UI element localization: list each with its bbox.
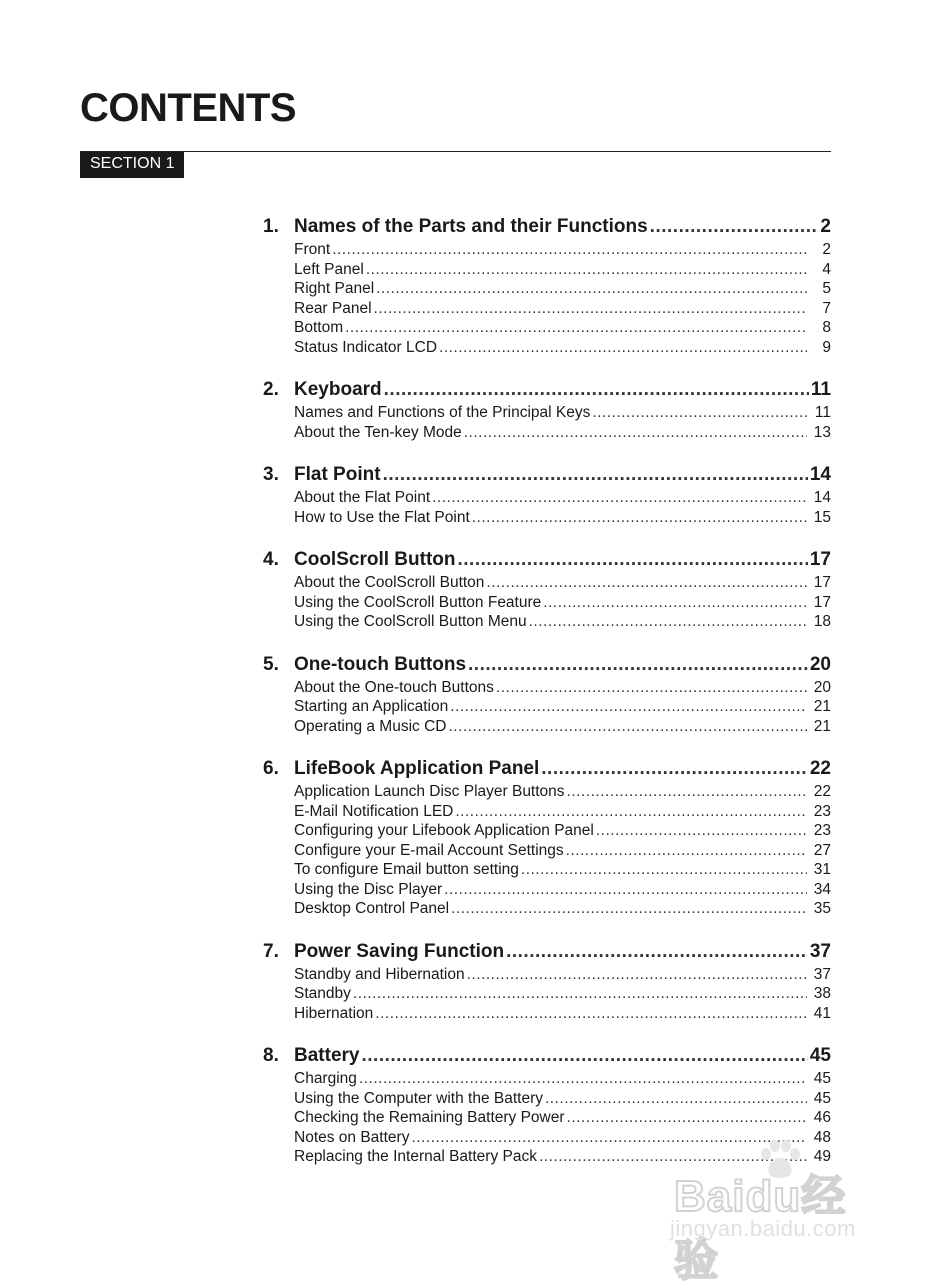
dot-leader — [468, 652, 808, 678]
page-number: 8 — [822, 319, 831, 336]
dot-leader — [439, 338, 807, 358]
chapter-title: CoolScroll Button — [294, 549, 456, 570]
chapter-number: 6. — [263, 758, 279, 779]
page-number: 2 — [820, 216, 831, 237]
entry-title: About the One-touch Buttons — [294, 678, 494, 696]
entry-title: Standby — [294, 985, 351, 1002]
dot-leader — [361, 1043, 807, 1069]
page-number: 37 — [813, 965, 831, 983]
entry-title: E-Mail Notification LED — [294, 802, 454, 820]
toc-chapter — [263, 377, 831, 442]
toc-chapter-heading[interactable] — [263, 652, 831, 678]
page-number: 46 — [813, 1109, 831, 1126]
dot-leader — [486, 573, 807, 593]
dot-leader — [496, 678, 807, 698]
toc-chapter — [263, 462, 831, 527]
entry-title: Operating a Music CD — [294, 717, 447, 735]
toc-entry[interactable] — [263, 338, 831, 358]
dot-leader — [506, 939, 808, 965]
dot-leader — [596, 821, 807, 841]
page-number: 22 — [813, 783, 831, 800]
dot-leader — [472, 508, 807, 528]
chapter-title: Flat Point — [294, 464, 381, 485]
chapter-number: 3. — [263, 464, 279, 485]
page-number: 15 — [813, 508, 831, 526]
page-number: 38 — [813, 985, 831, 1002]
toc-entry[interactable] — [263, 508, 831, 528]
dot-leader — [464, 423, 807, 443]
entry-title: About the Flat Point — [294, 489, 431, 506]
toc-entry[interactable] — [263, 573, 831, 593]
toc-entry[interactable] — [263, 697, 831, 717]
watermark-logo: Baidu经验 — [674, 1172, 847, 1285]
toc-entry[interactable] — [263, 593, 831, 613]
entry-title: Starting an Application — [294, 698, 449, 715]
page-number: 23 — [813, 802, 831, 820]
page-title: CONTENTS — [80, 86, 296, 130]
page-number: 45 — [813, 1089, 831, 1107]
entry-title: Standby and Hibernation — [294, 965, 465, 983]
toc-chapter-heading[interactable] — [263, 1043, 831, 1069]
page-number: 20 — [809, 653, 831, 675]
page-number: 45 — [809, 1045, 831, 1066]
toc-chapter-heading[interactable] — [263, 756, 831, 782]
toc-chapter-heading[interactable] — [263, 547, 831, 573]
dot-leader — [383, 462, 808, 488]
page-number: 17 — [813, 574, 831, 591]
section-label: SECTION 1 — [80, 152, 184, 178]
toc-entry[interactable] — [263, 1089, 831, 1109]
dot-leader — [353, 984, 807, 1004]
toc-entry[interactable] — [263, 1069, 831, 1089]
toc-chapter — [263, 756, 831, 919]
chapter-number: 1. — [263, 216, 279, 237]
page-number: 45 — [813, 1070, 831, 1087]
entry-title: Status Indicator LCD — [294, 338, 438, 356]
toc-entry[interactable] — [263, 299, 831, 319]
entry-title: Charging — [294, 1070, 357, 1087]
entry-title: Bottom — [294, 319, 344, 336]
toc-chapter — [263, 547, 831, 632]
dot-leader — [567, 1108, 807, 1128]
page-number: 7 — [822, 299, 831, 317]
toc-entry[interactable] — [263, 488, 831, 508]
entry-title: Using the CoolScroll Button Feature — [294, 593, 542, 611]
toc-entry[interactable] — [263, 1004, 831, 1024]
entry-title: Desktop Control Panel — [294, 900, 450, 917]
page-number: 21 — [813, 717, 831, 735]
page-number: 9 — [822, 338, 831, 356]
toc-entry[interactable] — [263, 880, 831, 900]
dot-leader — [345, 318, 807, 338]
header-rule — [80, 151, 831, 152]
page-number: 18 — [813, 613, 831, 630]
page-number: 21 — [813, 698, 831, 715]
toc-chapter-heading[interactable] — [263, 377, 831, 403]
page-number: 49 — [813, 1148, 831, 1165]
chapter-number: 2. — [263, 379, 279, 400]
entry-title: Rear Panel — [294, 299, 372, 317]
table-of-contents — [263, 214, 831, 1167]
toc-entry[interactable] — [263, 260, 831, 280]
page-number: 22 — [809, 758, 831, 779]
chapter-number: 4. — [263, 549, 279, 570]
toc-chapter — [263, 939, 831, 1024]
entry-title: How to Use the Flat Point — [294, 508, 470, 526]
toc-entry[interactable] — [263, 899, 831, 919]
entry-title: Hibernation — [294, 1004, 374, 1022]
dot-leader — [451, 899, 807, 919]
chapter-title: Names of the Parts and their Functions — [294, 216, 648, 237]
watermark-url: jingyan.baidu.com — [670, 1216, 856, 1241]
page-number: 20 — [813, 678, 831, 696]
toc-entry[interactable] — [263, 860, 831, 880]
dot-leader — [545, 1089, 807, 1109]
page-number: 23 — [813, 822, 831, 839]
entry-title: About the CoolScroll Button — [294, 574, 485, 591]
dot-leader — [444, 880, 807, 900]
baidu-watermark — [666, 1140, 886, 1285]
page-number: 14 — [809, 464, 831, 485]
page-number: 27 — [813, 841, 831, 859]
toc-entry[interactable] — [263, 821, 831, 841]
chapter-title: Power Saving Function — [294, 940, 505, 962]
entry-title: Left Panel — [294, 260, 364, 278]
toc-chapter-heading[interactable] — [263, 939, 831, 965]
page-number: 35 — [813, 900, 831, 917]
page-number: 17 — [813, 593, 831, 611]
dot-leader — [467, 965, 807, 985]
chapter-title: Battery — [294, 1045, 360, 1066]
page-number: 14 — [813, 489, 831, 506]
entry-title: Replacing the Internal Battery Pack — [294, 1148, 537, 1165]
toc-entry[interactable] — [263, 965, 831, 985]
dot-leader — [592, 403, 807, 423]
page-number: 2 — [822, 241, 831, 258]
dot-leader — [457, 547, 807, 573]
toc-entry[interactable] — [263, 279, 831, 299]
dot-leader — [455, 802, 807, 822]
dot-leader — [332, 240, 807, 260]
toc-entry[interactable] — [263, 423, 831, 443]
entry-title: About the Ten-key Mode — [294, 423, 462, 441]
chapter-number: 8. — [263, 1045, 279, 1066]
chapter-title: Keyboard — [294, 379, 382, 400]
entry-title: Right Panel — [294, 280, 375, 297]
toc-entry[interactable] — [263, 717, 831, 737]
toc-entry[interactable] — [263, 612, 831, 632]
page-number: 13 — [813, 423, 831, 441]
dot-leader — [359, 1069, 807, 1089]
page-number: 4 — [822, 260, 831, 278]
dot-leader — [543, 593, 807, 613]
toc-chapter — [263, 214, 831, 357]
toc-entry[interactable] — [263, 984, 831, 1004]
toc-entry[interactable] — [263, 403, 831, 423]
toc-entry[interactable] — [263, 240, 831, 260]
entry-title: Configuring your Lifebook Application Panel — [294, 822, 594, 839]
entry-title: Checking the Remaining Battery Power — [294, 1109, 565, 1126]
dot-leader — [375, 1004, 807, 1024]
page-number: 17 — [809, 549, 831, 570]
entry-title: Configure your E-mail Account Settings — [294, 841, 564, 859]
dot-leader — [650, 214, 819, 240]
entry-title: Using the Disc Player — [294, 880, 443, 898]
page-number: 5 — [822, 280, 831, 297]
entry-title: Front — [294, 241, 331, 258]
entry-title: Names and Functions of the Principal Keys — [294, 404, 591, 421]
entry-title: Using the Computer with the Battery — [294, 1089, 543, 1107]
chapter-title: One-touch Buttons — [294, 653, 467, 675]
toc-chapter — [263, 652, 831, 737]
page-number: 34 — [813, 880, 831, 898]
toc-entry[interactable] — [263, 802, 831, 822]
dot-leader — [529, 612, 807, 632]
dot-leader — [521, 860, 807, 880]
chapter-title: LifeBook Application Panel — [294, 758, 540, 779]
page-number: 41 — [813, 1004, 831, 1022]
toc-chapter-heading[interactable] — [263, 462, 831, 488]
entry-title: Notes on Battery — [294, 1128, 410, 1146]
chapter-number: 7. — [263, 940, 279, 962]
dot-leader — [366, 260, 807, 280]
dot-leader — [541, 756, 808, 782]
dot-leader — [567, 782, 807, 802]
entry-title: Application Launch Disc Player Buttons — [294, 783, 565, 800]
page-number: 31 — [813, 861, 831, 878]
dot-leader — [566, 841, 807, 861]
chapter-number: 5. — [263, 653, 279, 675]
dot-leader — [448, 717, 807, 737]
dot-leader — [432, 488, 807, 508]
toc-chapter-heading[interactable] — [263, 214, 831, 240]
dot-leader — [376, 279, 807, 299]
page-number: 48 — [813, 1128, 831, 1146]
toc-entry[interactable] — [263, 678, 831, 698]
entry-title: Using the CoolScroll Button Menu — [294, 613, 527, 630]
dot-leader — [384, 377, 809, 403]
toc-entry[interactable] — [263, 841, 831, 861]
toc-entry[interactable] — [263, 318, 831, 338]
page-number: 11 — [814, 404, 831, 421]
entry-title: To configure Email button setting — [294, 861, 519, 878]
toc-entry[interactable] — [263, 1108, 831, 1128]
toc-entry[interactable] — [263, 782, 831, 802]
page-number: 37 — [809, 940, 831, 962]
dot-leader — [450, 697, 807, 717]
dot-leader — [374, 299, 807, 319]
page-number: 11 — [810, 379, 831, 400]
